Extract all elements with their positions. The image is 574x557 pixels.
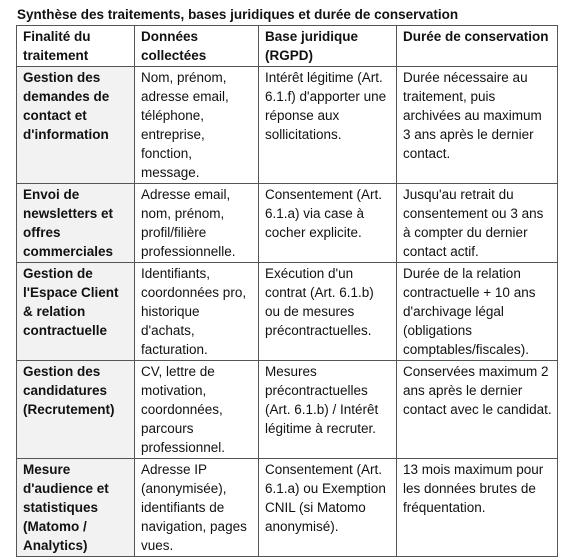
- cell-legal-basis: Mesures précontractuelles (Art. 6.1.b) / Intérêt légitime à recruter.: [259, 361, 397, 459]
- table-row: [17, 184, 558, 263]
- cell-legal-basis: Consentement (Art. 6.1.a) ou Exemption CNIL (si Matomo anonymisé).: [259, 459, 397, 557]
- cell-purpose: Gestion des demandes de contact et d'information: [17, 67, 135, 184]
- header-retention: Durée de conservation: [397, 26, 558, 67]
- cell-retention: Durée de la relation contractuelle + 10 ans d'archivage légal (obligations comptables/fiscales).: [397, 263, 558, 361]
- cell-purpose: Envoi de newsletters et offres commerciales: [17, 184, 135, 263]
- table-header: [17, 26, 558, 67]
- cell-purpose: Gestion de l'Espace Client & relation contractuelle: [17, 263, 135, 361]
- cell-data-collected: CV, lettre de motivation, coordonnées, parcours professionnel.: [135, 361, 259, 459]
- table-row: [17, 263, 558, 361]
- cell-retention: Durée nécessaire au traitement, puis archivées au maximum 3 ans après le dernier contact.: [397, 67, 558, 184]
- cell-data-collected: Nom, prénom, adresse email, téléphone, entreprise, fonction, message.: [135, 67, 259, 184]
- header-purpose: Finalité du traitement: [17, 26, 135, 67]
- cell-purpose: Mesure d'audience et statistiques (Matomo / Analytics): [17, 459, 135, 557]
- cell-legal-basis: Intérêt légitime (Art. 6.1.f) d'apporter une réponse aux sollicitations.: [259, 67, 397, 184]
- cell-data-collected: Adresse email, nom, prénom, profil/filière professionnelle.: [135, 184, 259, 263]
- table-title: Synthèse des traitements, bases juridiques et durée de conservation: [17, 7, 459, 22]
- processing-table: [16, 25, 558, 557]
- cell-retention: Conservées maximum 2 ans après le dernier contact avec le candidat.: [397, 361, 558, 459]
- table-row: [17, 459, 558, 557]
- table-row: [17, 67, 558, 184]
- cell-legal-basis: Consentement (Art. 6.1.a) via case à cocher explicite.: [259, 184, 397, 263]
- cell-legal-basis: Exécution d'un contrat (Art. 6.1.b) ou de mesures précontractuelles.: [259, 263, 397, 361]
- cell-retention: Jusqu'au retrait du consentement ou 3 ans à compter du dernier contact actif.: [397, 184, 558, 263]
- cell-data-collected: Identifiants, coordonnées pro, historique d'achats, facturation.: [135, 263, 259, 361]
- header-legal-basis: Base juridique (RGPD): [259, 26, 397, 67]
- cell-purpose: Gestion des candidatures (Recrutement): [17, 361, 135, 459]
- table-body: [17, 67, 558, 557]
- header-row: [17, 26, 558, 67]
- table-row: [17, 361, 558, 459]
- cell-retention: 13 mois maximum pour les données brutes de fréquentation.: [397, 459, 558, 557]
- header-data-collected: Données collectées: [135, 26, 259, 67]
- cell-data-collected: Adresse IP (anonymisée), identifiants de navigation, pages vues.: [135, 459, 259, 557]
